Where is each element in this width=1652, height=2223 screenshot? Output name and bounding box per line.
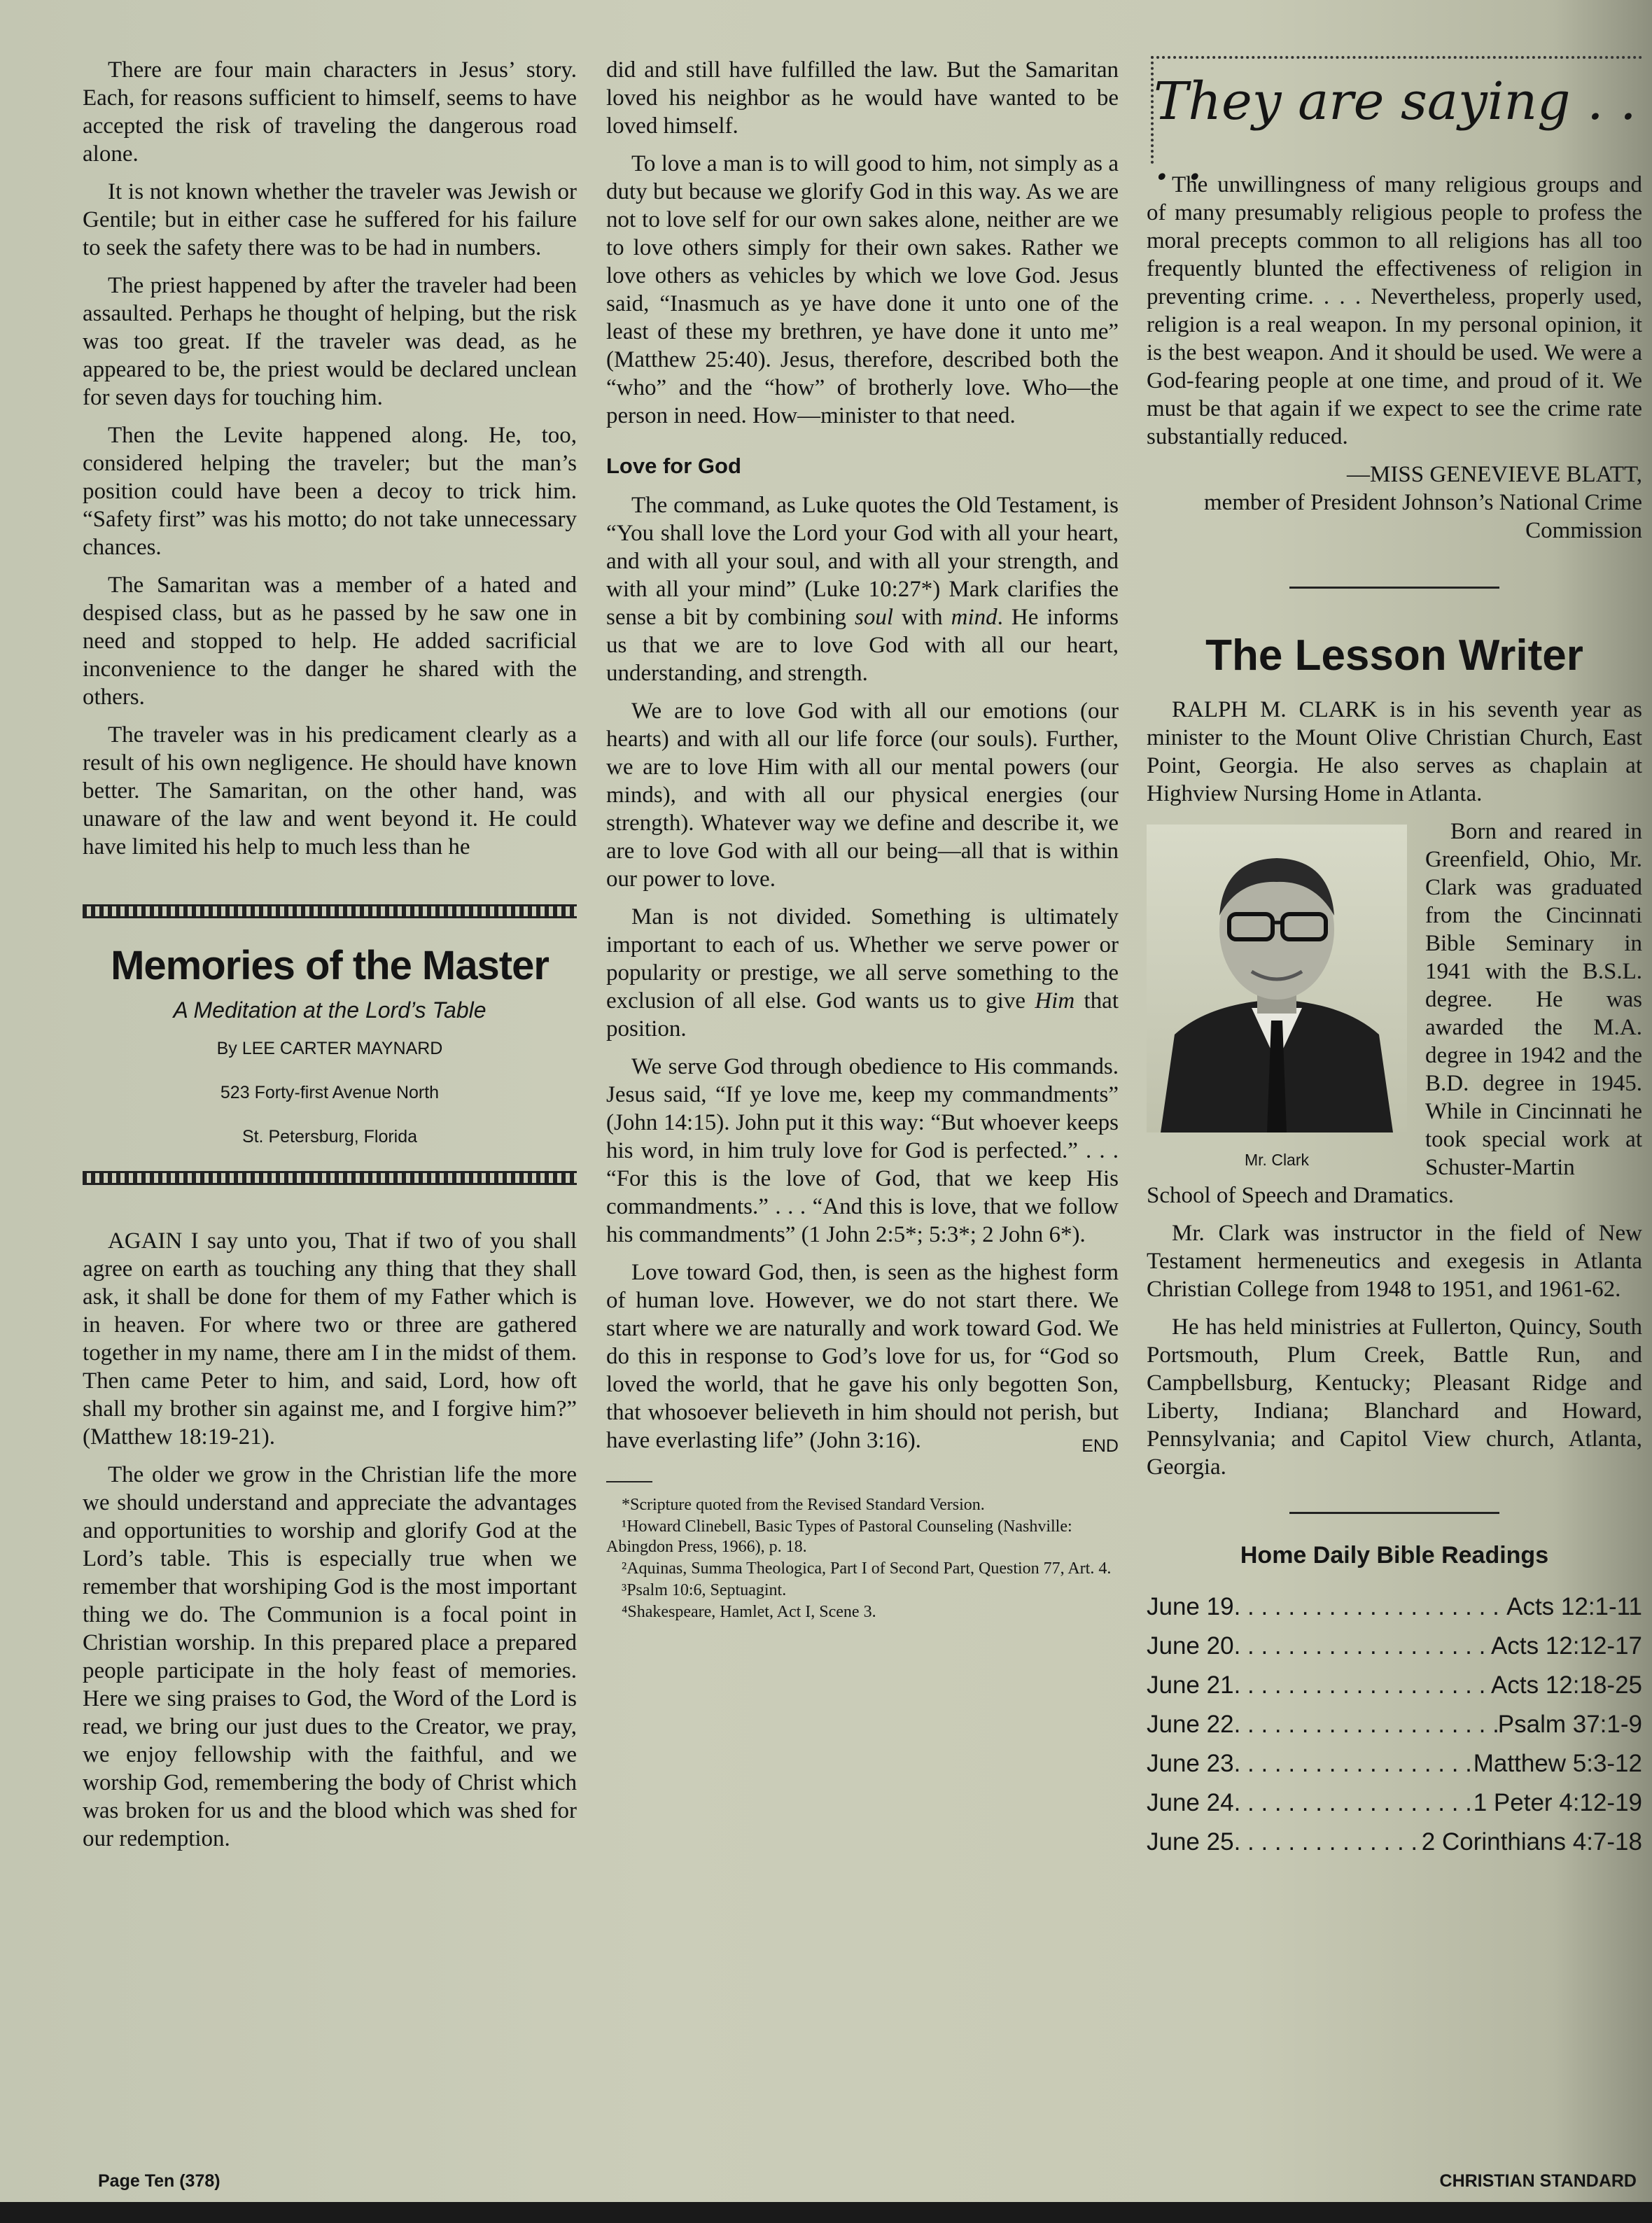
quote: The unwillingness of many religious groups and of many presumably religious people to profess the moral precepts common to all religions has all too frequently blunted the effectiveness of religion in preventing crime. . . . Nevertheless, properly used, religion is a real weapon. In my personal opinion, it is the best weapon. And it should be used. We were a God-fearing people at one time, and proud of it. We must be that again if we expect to see the crime rate substantially reduced.: [1147, 172, 1642, 449]
section-title: They are saying . . . .: [1154, 71, 1637, 192]
paragraph: To love a man is to will good to him, not simply as a duty but because we glorify God in this way. As we are not to love self for our own sakes alone, neither are we to love others simply for their own sakes. Rather we love others as vehicles by which we love God. Jesus said, “Inasmuch as ye have done it unto one of the least of these my brethren, ye have done it unto me” (Matthew 25:40). Jesus, therefore, described both the “who” and the “how” of brotherly love. Who—the person in need. How—minister to that need.: [606, 151, 1119, 428]
article-subtitle: A Meditation at the Lord’s Table: [173, 997, 486, 1023]
reading-row: June 24 . . . 1 Peter 4:12-19: [1147, 1783, 1642, 1823]
paragraph: We are to love God with all our emotions (our hearts) and with all our life force (our souls). Further, we are to love Him with all our mental powers (our minds), and with all our physical energies (our strength). Whatever way we define and describe it, we are to love God with all our being—all that is within our power to love.: [606, 699, 1119, 892]
byline: By LEE CARTER MAYNARD: [216, 1039, 443, 1058]
paragraph: Man is not divided. Something is ultimately important to each of us. Whether we serve power or popularity or prestige, we all serve something to the exclusion of all else. God wants us to give Him that position.: [606, 904, 1119, 1042]
footnote-divider: [606, 1481, 652, 1482]
paragraph: Love toward God, then, is seen as the highest form of human love. However, we do not start there. We start where we are naturally and work toward God. We do this in response to God’s love for us, for “God so loved the world, that he gave his only begotten Son, that whosoever believeth in him should not perish, but have everlasting life” (John 3:16). END: [606, 1258, 1119, 1454]
readings-title: Home Daily Bible Readings: [1240, 1542, 1549, 1569]
publication-name: CHRISTIAN STANDARD: [1439, 2171, 1637, 2191]
attribution-name: —MISS GENEVIEVE BLATT,: [1347, 462, 1642, 487]
readings-list: [1147, 1587, 1642, 1862]
reading-row: June 19 . . . Acts 12:1-11: [1147, 1587, 1642, 1627]
address-line: St. Petersburg, Florida: [241, 1127, 418, 1146]
reading-row: June 22 . . . Psalm 37:1-9: [1147, 1705, 1642, 1744]
footnote: ⁴Shakespeare, Hamlet, Act I, Scene 3.: [622, 1603, 876, 1621]
reading-row: June 23 . . . Matthew 5:3-12: [1147, 1744, 1642, 1783]
column-middle: [606, 56, 1119, 1624]
footnote: ²Aquinas, Summa Theologica, Part I of Second Part, Question 77, Art. 4.: [622, 1559, 1112, 1578]
paragraph: Then the Levite happened along. He, too, considered helping the traveler; but the man’s position could have been a decoy to trick him. “Safety first” was his motto; do not take unnecessary chances.: [83, 423, 577, 560]
paragraph: AGAIN I say unto you, That if two of you shall agree on earth as touching any thing that they shall ask, it shall be done for them of my Father which is in heaven. For where two or three are gathered together in my name, there am I in the midst of them. Then came Peter to him, and said, Lord, how oft shall my brother sin against me, and I forgive him?” (Matthew 18:19-21).: [83, 1228, 577, 1450]
author-photo-block: [1147, 825, 1407, 1170]
address-line: 523 Forty-first Avenue North: [220, 1083, 440, 1102]
decorative-rule: [83, 904, 577, 918]
photo-caption: Mr. Clark: [1245, 1151, 1309, 1169]
end-mark: END: [1082, 1436, 1119, 1456]
scan-edge: [0, 2202, 1652, 2223]
paragraph: Born and reared in Greenfield, Ohio, Mr. Clark was graduated from the Cincinnati Bible Seminary in 1941 with the B.S.L. degree. He was awarded the M.A. degree in 1942 and the B.D. degree in 1945. While in Cincinnati he took special work at Schuster-Martin School of Speech and Dramatics.: [1147, 819, 1642, 1208]
paragraph: The command, as Luke quotes the Old Testament, is “You shall love the Lord your God with all your heart, and with all your soul, and with all your strength, and with all your mind” (Luke 10:27*) Mark clarifies the sense a bit by combining soul with mind. He informs us that we are to love God with all our heart, understanding, and strength.: [606, 493, 1119, 686]
reading-row: June 20 . . . Acts 12:12-17: [1147, 1627, 1642, 1666]
paragraph: The traveler was in his predicament clearly as a result of his own negligence. He should have known better. The Samaritan, on the other hand, was unaware of the law and went beyond it. He could have limited his help to much less than he: [83, 722, 577, 860]
author-photo: [1147, 825, 1407, 1132]
reading-row: June 25 . . . 2 Corinthians 4:7-18: [1147, 1823, 1642, 1862]
section-heading: Love for God: [606, 454, 741, 478]
they-are-saying-header: [1151, 56, 1642, 192]
footnotes: [606, 1495, 1119, 1622]
footnote: *Scripture quoted from the Revised Standard Version.: [622, 1496, 985, 1514]
footnote: ¹Howard Clinebell, Basic Types of Pastoral Counseling (Nashville: Abingdon Press, 1966), p. 18.: [606, 1517, 1072, 1556]
column-right: [1147, 56, 1642, 1862]
paragraph: He has held ministries at Fullerton, Quincy, South Portsmouth, Plum Creek, Battle Run, and Campbellsburg, Kentucky; Pleasant Ridge and Liberty, Indiana; Blanchard and Howard, Pennsylvania; and Capitol View church, Atlanta, Georgia.: [1147, 1314, 1642, 1480]
article-title: Memories of the Master: [111, 943, 549, 988]
paragraph: The priest happened by after the traveler had been assaulted. Perhaps he thought of helping, but the risk was too great. If the traveler was dead, as he appeared to be, the priest would be declared unclean for seven days for touching him.: [83, 273, 577, 410]
paragraph: We serve God through obedience to His commands. Jesus said, “If ye love me, keep my commandments” (John 14:15). John put it this way: “But whoever keeps his word, in him truly love for God is perfected.” . . . “For this is the love of God, that we keep His commandments.” . . . “And this is love, that we follow his commandments” (1 John 2:5*; 5:3*; 2 John 6*).: [606, 1054, 1119, 1247]
paragraph: The older we grow in the Christian life the more we should understand and appreciate the advantages and opportunities to worship and glorify God at the Lord’s table. This is especially true when we remember that worshiping God is the most important thing we do. The Communion is a focal point in Christian worship. In this prepared place a prepared people participate in the holy feast of memories. Here we sing praises to God, the Word of the Lord is read, we bring our just dues to the Creator, we pray, we enjoy fellowship with the faithful, and we worship God, remembering the body of Christ which was broken for us and the blood which was shed for our redemption.: [83, 1462, 577, 1851]
decorative-rule: [83, 1171, 577, 1185]
paragraph: did and still have fulfilled the law. But the Samaritan loved his neighbor as he would have wanted to be loved himself.: [606, 57, 1119, 139]
attribution-role: member of President Johnson’s National Crime Commission: [1204, 490, 1642, 543]
divider: [1289, 587, 1499, 589]
reading-row: June 21 . . . Acts 12:18-25: [1147, 1666, 1642, 1705]
paragraph: The Samaritan was a member of a hated and despised class, but as he passed by he saw one in need and stopped to help. He added sacrificial inconvenience to the danger he shared with the others.: [83, 573, 577, 710]
paragraph: It is not known whether the traveler was Jewish or Gentile; but in either case he suffered for his failure to seek the safety there was to be had in numbers.: [83, 179, 577, 260]
paragraph: There are four main characters in Jesus’ story. Each, for reasons sufficient to himself, seems to have accepted the risk of traveling the dangerous road alone.: [83, 57, 577, 167]
paragraph: Mr. Clark was instructor in the field of New Testament hermeneutics and exegesis in Atlanta Christian College from 1948 to 1951, and 1961-62.: [1147, 1221, 1642, 1302]
lesson-writer-title: The Lesson Writer: [1205, 631, 1583, 680]
page-number: Page Ten (378): [98, 2171, 220, 2191]
paragraph: RALPH M. CLARK is in his seventh year as minister to the Mount Olive Christian Church, East Point, Georgia. He also serves as chaplain at Highview Nursing Home in Atlanta.: [1147, 697, 1642, 806]
column-left: [83, 56, 577, 1863]
footnote: ³Psalm 10:6, Septuagint.: [622, 1581, 787, 1599]
divider: [1289, 1512, 1499, 1514]
